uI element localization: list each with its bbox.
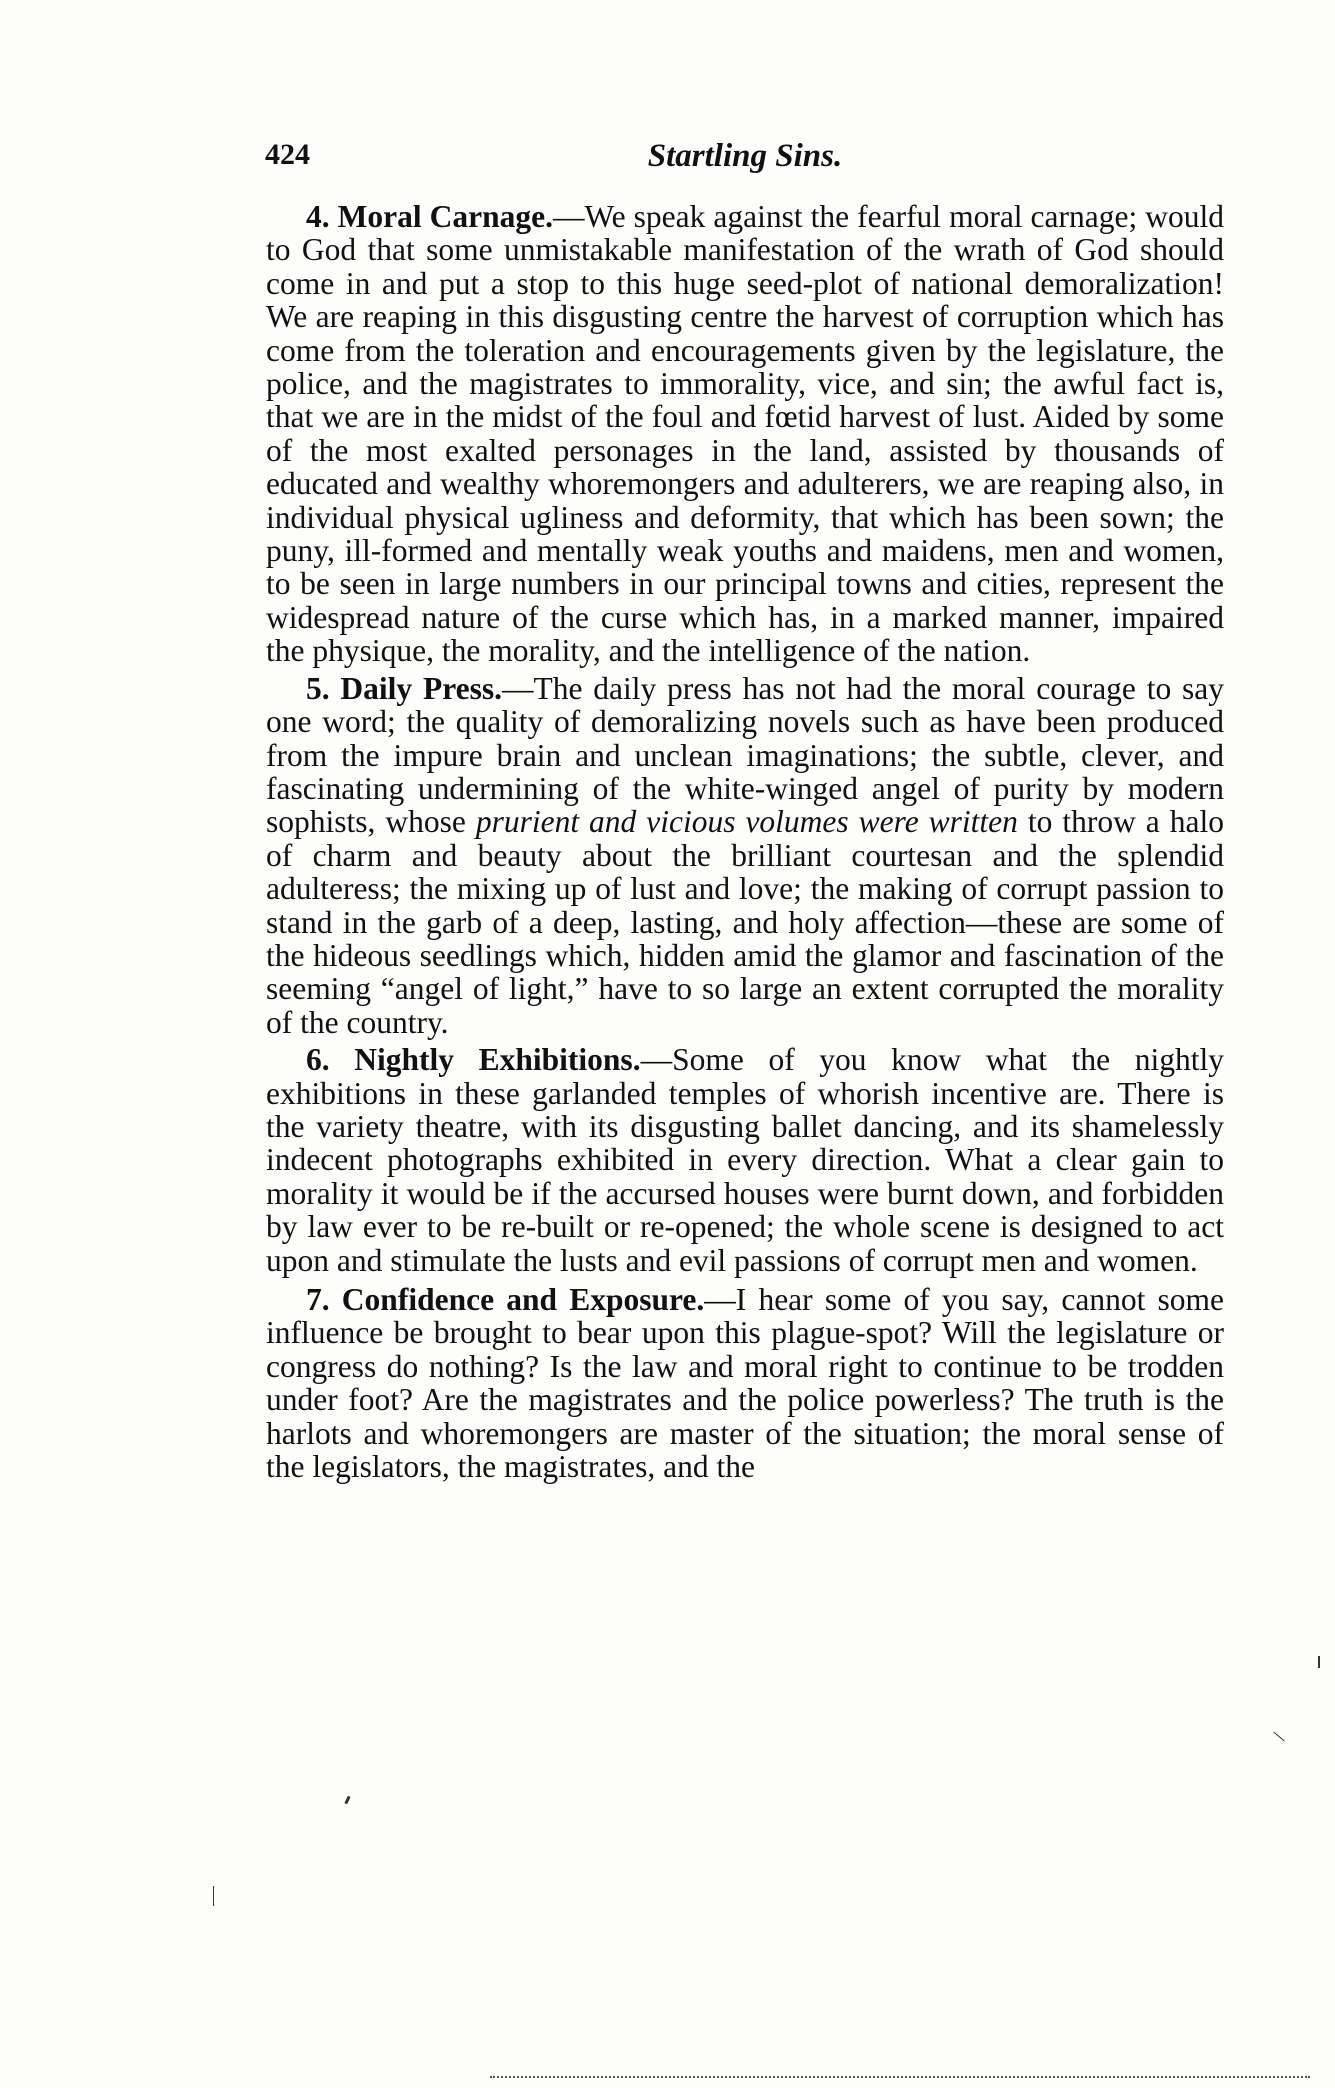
running-head [265, 138, 1225, 178]
scan-mark [1273, 1732, 1284, 1742]
paragraph-text: —I hear some of you say, cannot some influence be brought to bear upon this plague-spot? Will the legislature or congress do nothing? Is the law and moral right to continue to be trodden under foot? Are the magistrates and the police powerless? The truth is the harlots and whoremongers are master of the situation; the moral sense of the legislators, the magistrates, and the [266, 1282, 1224, 1485]
scan-mark [1318, 1656, 1320, 1668]
paragraph-daily-press [266, 672, 1224, 1039]
paragraph-confidence-exposure [266, 1283, 1224, 1483]
paragraph-text: to throw a halo of charm and beauty about the brilliant courtesan and the splendid adulteress; the mixing up of lust and love; the making of corrupt passion to stand in the garb of a deep, lasting, and holy affection—these are some of the hideous seedlings which, hidden amid the glamor and fascination of the seeming “angel of light,” have to so large an extent corrupted the morality of the country. [266, 804, 1224, 1040]
section-heading: 7. Confidence and Exposure. [306, 1282, 705, 1317]
page-edge-line [490, 2076, 1310, 2078]
paragraph-text: —The daily press has not had the moral courage to say one word; the quality of demoralizing novels such as have been produced from the impure brain and unclean imaginations; the subtle, clever, and fascinating undermining of the white-winged angel of purity by modern sophists, whose [266, 670, 1224, 840]
scan-mark [344, 1796, 350, 1805]
scan-mark [213, 1886, 214, 1906]
section-heading: 5. Daily Press. [306, 670, 502, 706]
page-number: 424 [265, 138, 310, 171]
section-heading: 4. Moral Carnage. [306, 199, 553, 234]
paragraph-text: —Some of you know what the nightly exhibitions in these garlanded temples of whorish incentive are. There is the variety theatre, with its disgusting ballet dancing, and its shamelessly indecent photographs exhibited in every direction. What a clear gain to morality it would be if the accursed houses were burnt down, and forbidden by law ever to be re-built or re-opened; the whole scene is designed to act upon and stimulate the lusts and evil passions of corrupt men and women. [266, 1042, 1224, 1278]
body-text [266, 200, 1224, 1487]
paragraph-nightly-exhibitions [266, 1043, 1224, 1277]
section-heading: 6. Nightly Exhibitions. [306, 1042, 641, 1078]
paragraph-moral-carnage [266, 200, 1224, 668]
paragraph-text: —We speak against the fearful moral carnage; would to God that some unmistakable manifestation of the wrath of God should come in and put a stop to this huge seed-plot of national demoralization! We are reaping in this disgusting centre the harvest of corruption which has come from the toleration and encouragements given by the legislature, the police, and the magistrates to immorality, vice, and sin; the awful fact is, that we are in the midst of the foul and fœtid harvest of lust. Aided by some of the most exalted personages in the land, assisted by thousands of educated and wealthy whoremongers and adulterers, we are reaping also, in individual physical ugliness and deformity, that which has been sown; the puny, ill-formed and mentally weak youths and maidens, men and women, to be seen in large numbers in our principal towns and cities, represent the widespread nature of the curse which has, in a marked manner, impaired the physique, the morality, and the intelligence of the nation. [266, 199, 1224, 669]
running-title: Startling Sins. [647, 138, 843, 174]
paragraph-italic-text: prurient and vicious volumes were written [475, 804, 1018, 840]
